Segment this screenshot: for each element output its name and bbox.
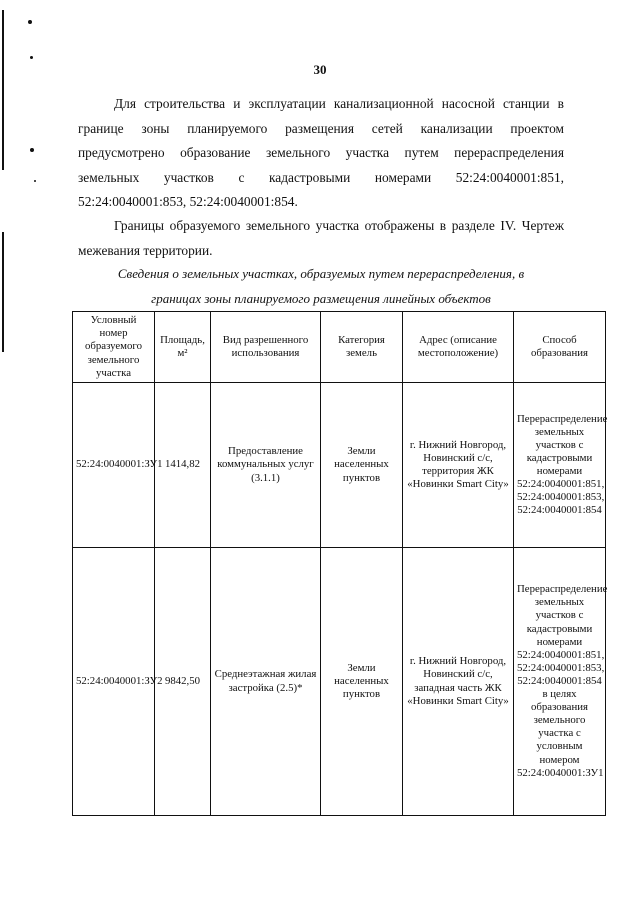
cell-use: Предоставление коммунальных услуг (3.1.1) [211, 383, 321, 548]
table-row [73, 548, 606, 816]
scan-edge-line [2, 232, 4, 352]
land-plots-table [72, 311, 606, 816]
cell-address: г. Нижний Новгород, Новинский с/с, западная часть ЖК «Новинки Smart City» [403, 548, 514, 816]
header-method: Способ образования [514, 312, 606, 383]
cell-method: Перераспределение земельных участков с кадастровыми номерами 52:24:0040001:851, 52:24:0040001:853, 52:24:0040001:854 [514, 383, 606, 548]
scan-edge-line [2, 10, 4, 170]
cell-area: 9842,50 [155, 548, 211, 816]
cell-category: Земли населенных пунктов [321, 548, 403, 816]
scan-dot [30, 148, 34, 152]
header-number: Условный номер образуемого земельного участка [73, 312, 155, 383]
scan-dot [34, 180, 36, 182]
page-number: 30 [313, 62, 327, 77]
table-caption-line2: границах зоны планируемого размещения линейных объектов [151, 291, 491, 306]
cell-method: Перераспределение земельных участков с кадастровыми номерами 52:24:0040001:851, 52:24:0040001:853, 52:24:0040001:854 в целях образования земельного участка с условным номером 52:24:0040001:ЗУ1 [514, 548, 606, 816]
cell-area: 1414,82 [155, 383, 211, 548]
table-row [73, 383, 606, 548]
table-caption [78, 261, 564, 311]
scan-dot [28, 20, 32, 24]
header-category: Категория земель [321, 312, 403, 383]
table-header-row [73, 312, 606, 383]
paragraph-boundaries: Границы образуемого земельного участка отображены в разделе IV. Чертеж межевания территории. [78, 218, 564, 258]
header-address: Адрес (описание местоположение) [403, 312, 514, 383]
scan-dot [30, 56, 33, 59]
paragraph-pumping-station: Для строительства и эксплуатации канализационной насосной станции в границе зоны планируемого размещения сетей канализации проектом предусмотрено образование земельного участка путем перераспределения земельных участков с кадастровыми номерами 52:24:0040001:851, 52:24:0040001:853, 52:24:0040001:854. [78, 96, 564, 209]
header-area: Площадь, м² [155, 312, 211, 383]
cell-use: Среднеэтажная жилая застройка (2.5)* [211, 548, 321, 816]
cell-number: 52:24:0040001:ЗУ1 [73, 383, 155, 548]
cell-category: Земли населенных пунктов [321, 383, 403, 548]
table-caption-line1: Сведения о земельных участках, образуемых путем перераспределения, в [117, 266, 525, 281]
cell-address: г. Нижний Новгород, Новинский с/с, территория ЖК «Новинки Smart City» [403, 383, 514, 548]
header-use: Вид разрешенного использования [211, 312, 321, 383]
cell-number: 52:24:0040001:ЗУ2 [73, 548, 155, 816]
